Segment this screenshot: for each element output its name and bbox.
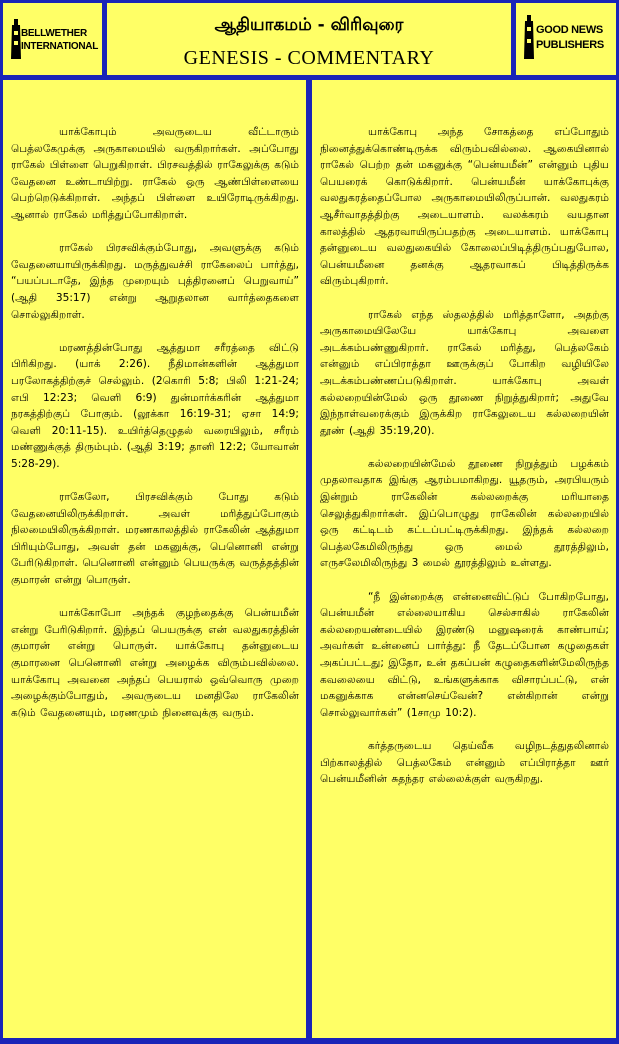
paragraph: கல்லறையின்மேல் தூணை நிறுத்தும் பழக்கம் முதலாவதாக இங்கு ஆரம்பமாகிறது. யூதரும், அரபியரும் இன்றும் ராகேலின் கல்லறைக்கு மரியாதை செலுத்துகிறார்கள். இப்பொழுது ராகேலின் கல்லறையில் ஒரு கட்டிடம் கட்டப்பட்டிருக்கிறது. இந்தக் கல்லறை பெத்லகேமிலிருந்து ஒரு மைல் தூரத்திலும், எருசலேமிலிருந்து 3 மைல் தூரத்திலும் உள்ளது.: [320, 457, 609, 570]
paragraph: “நீ இன்றைக்கு என்னைவிட்டுப் போகிறபோது, பென்யமீன் எல்லையாகிய செல்சாகில் ராகேலின் கல்லறையண்டையில் இரண்டு மனுஷரைக் காண்பாய்; அவர்கள் உன்னைப் பார்த்து: நீ தேடப்போன கழுதைகள் அகப்பட்டது; இதோ, உன் தகப்பன் கழுதைகளின்மேலிருந்த கவலையை விட்டு, உங்களுக்காக விசாரப்பட்டு, என் மகனுக்காக என்னசெய்வேன்? என்கிறான் என்று சொல்லுவார்கள்” (1சாமு 10:2).: [320, 590, 609, 719]
paragraph: மரணத்தின்போது ஆத்துமா சரீரத்தை விட்டு பிரிகிறது. (யாக் 2:26). நீதிமான்களின் ஆத்துமா பரலோகத்திற்குச் செல்லும். (2கொரி 5:8; பிலி 1:21-24; எபி 12:23; வெளி 6:9) துன்மார்க்கரின் ஆத்துமா நரகத்திற்குப் போகும். (லூக்கா 16:19-31; ஏசா 14:9; வெளி 20:11-15). உயிர்த்தெழுதல் வரையிலும், சரீரம் மண்ணுக்குத் திரும்பும். (ஆதி 3:19; தானி 12:2; யோவான் 5:28-29).: [11, 341, 299, 470]
bellwether-logo: [3, 3, 102, 75]
title-box: [107, 3, 511, 75]
header: [3, 3, 616, 75]
page-title-tamil: ஆதியாகமம் - விரிவுரை: [214, 15, 404, 35]
paragraph: கர்த்தருடைய தெய்வீக வழிநடத்துதலினால் பிற்காலத்தில் பெத்லகேம் என்னும் எப்பிராத்தா ஊர் பென்யமீனின் சுதந்தர எல்லைக்குள் வருகிறது.: [320, 739, 609, 786]
paragraph: யாக்கோபும் அவருடைய வீட்டாரும் பெத்லகேமுக்கு அருகாமையில் வருகிறார்கள். அப்போது ராகேல் பிள்ளை பெறுகிறாள். பிரசவத்தில் ராகேலுக்கு கடும் வேதனை உண்டாயிற்று. ராகேல் ஒரு ஆண்பிள்ளையை பெற்றெடுக்கிறாள். அந்தப் பிள்ளை உயிரோடிருக்கிறது. ஆனால் ராகேல் மரித்துப்போகிறாள்.: [11, 126, 299, 221]
left-column: [3, 80, 306, 1038]
good-news-publishers-logo: [516, 3, 616, 75]
logo-left-line1: BELLWETHER: [21, 28, 87, 39]
logo-left-line2: INTERNATIONAL: [21, 41, 99, 52]
tower-icon: [522, 15, 536, 59]
good-news-logo-text: [536, 23, 604, 53]
paragraph: யாக்கோபோ அந்தக் குழந்தைக்கு பென்யமீன் என்று பேரிடுகிறார். இந்தப் பெயருக்கு என் வலதுகரத்தின் குமாரன் என்று பொருள். யாக்கோபு தன்னுடைய குமாரனை பெனொனி என்று அழைக்க விரும்பவில்லை. யாக்கோபு அவனை அந்தப் பெயரால் ஒவ்வொரு முறை அழைக்கும்போதும், அவருடைய மனதிலே ராகேலின் கடும் வேதனையும், மரணமும் நினைவுக்கு வரும்.: [11, 607, 299, 719]
logo-right-line2: PUBLISHERS: [536, 39, 604, 51]
paragraph: ராகேல் பிரசவிக்கும்போது, அவளுக்கு கடும் வேதனையாயிருக்கிறது. மருத்துவச்சி ராகேலைப் பார்த்து, “பயப்படாதே, இந்த முறையும் புத்திரனைப் பெறுவாய்” (ஆதி 35:17) என்று ஆறுதலான வார்த்தைகளை சொல்லுகிறாள்.: [11, 242, 299, 321]
paragraph: ராகேலோ, பிரசவிக்கும் போது கடும் வேதனையிலிருக்கிறாள். அவள் மரித்துப்போகும் நிலமையிலிருக்கிறாள். மரணகாலத்தில் ராகேலின் ஆத்துமா பிரியும்போது, அவள் தன் மகனுக்கு, பெனொனி என்று பேரிடுகிறாள். பெனொனி என்னும் பெயருக்கு வருத்தத்தின் குமாரன் என்று பொருள்.: [11, 491, 299, 587]
bellwether-logo-text: [21, 27, 98, 53]
page-title-english: GENESIS - COMMENTARY: [183, 47, 435, 69]
right-column: [312, 80, 616, 1038]
columns: [3, 80, 616, 1038]
paragraph: ராகேல் எந்த ஸ்தலத்தில் மரித்தாளோ, அதற்கு அருகாமையிலேயே யாக்கோபு அவளை அடக்கம்பண்ணுகிறார். ராகேல் மரித்து, பெத்லகேம் என்னும் எப்பிராத்தா ஊருக்குப் போகிற வழியிலே அடக்கம்பண்ணப்படுகிறாள். யாக்கோபு அவள் கல்லறையின்மேல் ஒரு தூணை நிறுத்துகிறார்; அதுவே இந்நாள்வரைக்கும் இருக்கிற ராகேலுடைய கல்லறையின் தூண் (ஆதி 35:19,20).: [320, 308, 609, 437]
paragraph: யாக்கோபு அந்த சோகத்தை எப்போதும் நினைத்துக்கொண்டிருக்க விரும்பவில்லை. ஆகையினால் ராகேல் பெற்ற தன் மகனுக்கு “பென்யமீன்” என்னும் புதிய பெயரைக் கொடுக்கிறார். பென்யமீன் யாக்கோபுக்கு வலதுகரத்தைப்போல அருகாமையிலிருப்பான். வலதுகரம் ஆசீர்வாதத்திற்கு அடையாளம். வலக்கரம் வயதான காலத்தில் ஆதரவாயிருப்பதற்கு அடையாளம். யாக்கோபு தன்னுடைய வலதுகையில் கோலைப்பிடித்திருப்பதுபோல, பென்யமீனை தனக்கு ஆதரவாகப் பிடித்திருக்க விரும்புகிறார்.: [320, 126, 609, 288]
logo-right-line1: GOOD NEWS: [536, 24, 603, 36]
